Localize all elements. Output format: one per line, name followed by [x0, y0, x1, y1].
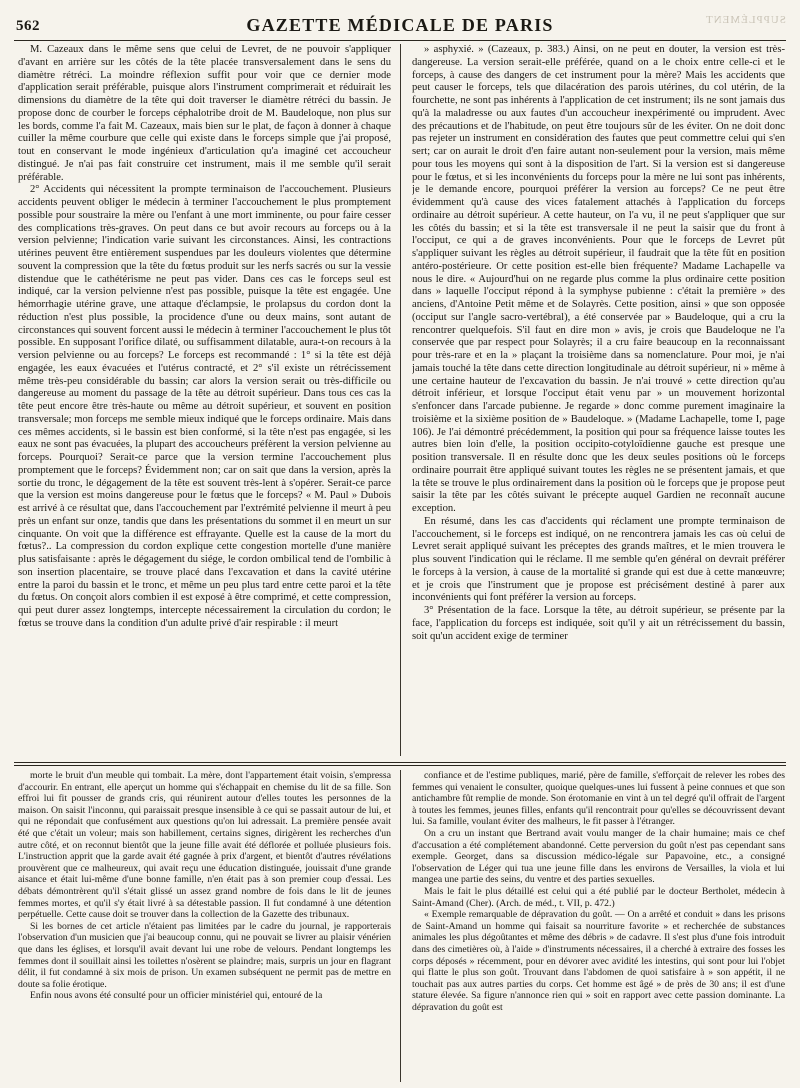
- feuilleton-section: [14, 770, 786, 1082]
- feuilleton-column-right: [412, 770, 785, 1082]
- feuilleton-column-left: [18, 770, 391, 1082]
- feuilleton-paragraph: Si les bornes de cet article n'étaient pas limitées par le cadre du journal, je rapporterais l'observation d'un musicien que j'ai beaucoup connu, qui ne pouvait se livrer au plaisir vénérien que dans les églises, et lorsqu'il avait devant lui une robe de velours. Pendant longtemps les femmes dont il souillait ainsi les toilettes n'osèrent se plaindre; mais, surpris un jour en flagrant délit, il fut condamné à six mois de prison. Un examen subséquent ne permit pas de mettre en doute sa folie érotique.: [18, 920, 391, 990]
- article-paragraph: 2° Accidents qui nécessitent la prompte terminaison de l'accouchement. Plusieurs accidents peuvent obliger le médecin à terminer l'accouchement le plus promptement possible pour soustraire la mère ou l'enfant à une mort imminente, ou pour faire cesser des complications très-graves. On peut dans ce but avoir recours au forceps ou à la version pelvienne; l'indication varie suivant les circonstances. Ainsi, les contractions utérines peuvent être entièrement suspendues par les douleurs violentes que détermine souvent la compression que la tête du fœtus produit sur les nerfs sacrés ou sur la vessie distendue que le cathétérisme ne peut pas vider. Dans ces cas le forceps seul est indiqué, car la version pelvienne n'est pas possible, puisque la tête est engagée. Une hémorrhagie utérine grave, une attaque d'éclampsie, le prolapsus du cordon dont la réduction n'est plus possible, la procidence d'une ou deux mains, sont autant de circonstances qui souvent forcent aussi le médecin à terminer l'accouchement le plus tôt possible. En supposant l'orifice dilaté, ou suffisamment dilatable, aura-t-on recours à la version pelvienne ou au forceps? Le forceps est recommandé : 1° si la tête est déjà engagée, les eaux évacuées et l'utérus contracté, et 2° s'il existe un rétrécissement même très-peu considérable du bassin; car alors la version serait ou très-difficile ou dangereuse au moment du passage de la tête au détroit supérieur. Dans tous ces cas la tête peut encore être très-haute ou même au détroit supérieur, et souvent en position transversale; mon forceps me semble mieux indiqué que le forceps ordinaire. Mais dans ces mêmes accidents, si le bassin est bien conformé, si la tête n'est pas engagée, si les eaux ne sont pas évacuées, la plupart des accoucheurs préfèrent la version pelvienne au forceps. Pourquoi? Serait-ce parce que la version termine l'accouchement plus promptement que le forceps? Évidemment non; car on sait que dans la version, après la sortie du tronc, le dégagement de la tête est souvent très-lent à s'opérer. Serait-ce parce que la version est moins dangereuse pour le fœtus que le forceps? « M. Paul » Dubois est arrivé à ce résultat que, dans l'accouchement par l'extrémité pelvienne il meurt à peu près un enfant sur onze, tandis que dans les présentations du sommet il en meurt un sur cinquante. On voit que la différence est effrayante. Quelle est la cause de la mort du fœtus?.. La compression du cordon explique cette congestion mortelle d'une manière plus satisfaisante : après le dégagement du siége, le cordon ombilical tend de l'ombilic à son insertion placentaire, se trouve placé dans l'excavation et dans la cavité utérine entre la paroi du bassin et le tronc, et même un peu plus tard entre cette paroi et la tête du fœtus. On conçoit alors combien il est exposé à être comprimé, et cette compression, qui peut durer assez longtemps, intercepte nécessairement la circulation du cordon; le fœtus se trouve dans la condition d'un adulte privé d'air respirable : il meurt: [18, 184, 391, 629]
- journal-title: GAZETTE MÉDICALE DE PARIS: [246, 15, 554, 35]
- article-paragraph: » asphyxié. » (Cazeaux, p. 383.) Ainsi, on ne peut en douter, la version est très-dangereuse. La version serait-elle préférée, quand on a le choix entre celle-ci et le forceps, à cause des dangers de cet instrument pour la mère? Mais les accidents que peut causer le forceps, tels que dilacération des parois utérines, du col utérin, de la fourchette, ne sont pas inhérents à l'application de cet instrument; ils ne sont jamais dus qu'à la maladresse ou aux fautes d'un accoucheur inexpérimenté ou imprudent. Avec des précautions et de l'habitude, on peut être toujours sûr de les éviter. On ne doit donc pas rejeter un instrument en considération des fautes que peut commettre celui qui s'en sert; car on aurait le droit d'en faire autant non-seulement pour la version, mais même pour tous les moyens qui sont à la disposition de l'art. Si la version est si dangereuse pour le fœtus, et si les inconvénients du forceps pour la mère ne lui sont pas inhérents, je le demande encore, pourquoi préférer la version au forceps? Ce ne peut être évidemment qu'à cause des vices fatalement attachés à l'application du forceps ordinaire au détroit supérieur. A cette hauteur, on l'a vu, il ne peut s'appliquer que sur les côtés du bassin; et si la tête est transversale il ne peut la saisir que du front à l'occiput, ce qui a de graves inconvénients. Pour que le forceps de Levret pût s'appliquer suivant les règles au détroit supérieur, il faudrait que la tête fût en position antéro-postérieure. Or cette position est-elle bien fréquente? Madame Lachapelle va nous le dire. « Aujourd'hui on ne regarde plus comme la plus ordinaire cette position dans » laquelle l'occiput répond à la symphyse pubienne : c'était la première » des anciens, d'Antoine Petit même et de Solayrès. Cette position, ainsi » que son opposée (occiput sur l'angle sacro-vertébral), a été conservée par » Baudeloque, qui a cru la rencontrer quelquefois. S'il faut en dire mon » avis, je crois que Baudeloque ne l'a conservée que par respect pour Solayrès; il a cru faire beaucoup en la reconnaissant pour très-rare et en la » plaçant la troisième dans sa nomenclature. Pour moi, je n'ai jamais touché la tête dans cette direction longitudinale au détroit supérieur, ni » même à une certaine hauteur de l'excavation du bassin. Je n'ai trouvé » cette direction qu'au détroit inférieur, et lorsque l'occiput était venu par » un mouvement horizontal s'enfoncer dans l'arcade pubienne. Je regarde » donc comme purement imaginaire la troisième et la sixième position de » Baudeloque. » (Madame Lachapelle, tome I, page 106). Je l'ai démontré précédemment, la position qui pour sa fréquence laisse toutes les autres bien loin d'elle, la position occipito-cotyloïdienne gauche est presque une position transversale. Il en résulte donc que les deux seules positions où le forceps ordinaire pourrait être appliqué suivant toutes les règles ne se présentent jamais, et que la tête se trouve le plus ordinairement dans la position où le forceps que je propose peut saisir la tête par les côtés suivant le précepte auquel Gardien ne reconnaît aucune exception.: [412, 44, 785, 514]
- feuilleton-rule: [14, 762, 786, 766]
- bleed-through-text: SUPPLÉMENT: [705, 14, 786, 26]
- newspaper-page: [14, 12, 786, 1082]
- feuilleton-paragraph: « Exemple remarquable de dépravation du goût. — On a arrêté et conduit » dans les prisons de Saint-Amand un homme qui faisait sa nourriture favorite » et recherchée de substances animales les plus dégoûtantes et même des débris » de cadavre. Il s'est plus d'une fois introduit dans des cimetières où, à l'aide » d'instruments nécessaires, il a cherché à extraire des fosses les corps déposés » récemment, pour en dévorer avec avidité les intestins, qui sont pour lui l'objet qui flatte le plus son goût. Trouvant dans l'abdomen de quoi satisfaire à » son appétit, il ne touchait pas aux autres parties du corps. Cet homme est âgé » de près de 30 ans; il est d'une stature élevée. Sa figure n'annonce rien qui » soit en rapport avec cette passion dominante. La dépravation du goût est: [412, 909, 785, 1013]
- feuilleton-paragraph: Mais le fait le plus détaillé est celui qui a été publié par le docteur Bertholet, médecin à Saint-Amand (Cher). (Arch. de méd., t. VII, p. 472.): [412, 885, 785, 909]
- feuilleton-paragraph: Enfin nous avons été consulté pour un officier ministériel qui, entouré de la: [30, 990, 323, 1002]
- feuilleton-paragraph: morte le bruit d'un meuble qui tombait. La mère, dont l'appartement était voisin, s'empressa d'accourir. En entrant, elle aperçut un homme qui s'échappait en chemise du lit de sa fille. Son effroi lui fit pousser de grands cris, qui réunirent autour d'elles toutes les personnes de la maison. On saisit l'inconnu, qui paraissait presque insensible à ce qui se passait autour de lui, et qui ne répondait que confusément aux questions qu'on lui adressait. La première pensée avait été que c'était un voleur; mais son habillement, certains signes, dirigèrent les recherches d'un autre côté, et on reconnut bientôt que la jeune fille avait été déflorée et polluée plusieurs fois. L'instruction apprit que la garde avait été gagnée à prix d'argent, et bientôt d'autres révélations prouvèrent que ce malheureux, qui avait reçu une éducation distinguée, jouissait d'une grande aisance et était lui-même d'une bonne famille, n'en était pas à son premier coup d'essai. Les débats démontrèrent qu'il s'était glissé un assez grand nombre de fois dans le lit de jeunes femmes mortes, et qu'il s'y était livré à sa détestable passion. Il fut condamné à une détention perpétuelle. Cette cause doit se trouver dans la collection de la Gazette des tribunaux.: [18, 770, 391, 921]
- article-paragraph: M. Cazeaux dans le même sens que celui de Levret, de ne pouvoir s'appliquer d'avant en arrière sur les côtés de la tête placée transversalement dans le sens du diamètre rétréci. La moindre réflexion suffit pour voir que ce dernier mode d'application serait préférable, puisque alors l'instrument comprimerait et réduirait les dimensions du diamètre de la tête qui doit traverser le diamètre rétréci du bassin. Je propose donc de courber le forceps céphalotribe droit de M. Baudeloque, non plus sur les bords, comme l'a fait M. Cazeaux, mais bien sur le plat, de façon à donner à chaque cuiller la même courbure que celle qui existe dans le forceps simple que j'ai proposé, tout en conservant le mode ingénieux d'articulation qu'a imaginé cet accoucheur distingué. Je n'ai pas fait construire cet instrument, mais il me semble qu'il serait préférable.: [18, 44, 391, 183]
- column-divider: [400, 44, 401, 756]
- article-column-left: [18, 44, 391, 756]
- article-paragraph: En résumé, dans les cas d'accidents qui réclament une prompte terminaison de l'accouchement, si le forceps est indiqué, on ne rencontrera jamais les cas où celui de Levret serait appliqué suivant les préceptes des grands maîtres, et le mien trouvera le plus souvent l'indication qui le réclame. Il me semble qu'en général on devrait préférer le forceps à la version, à cause de la mortalité si grande qui est due à cette manœuvre; et je crois que l'instrument que je propose est précisément destiné à parer aux inconvénients qui font préférer la version au forceps.: [412, 515, 785, 604]
- page-number: 562: [16, 18, 40, 34]
- article-paragraph: 3° Présentation de la face. Lorsque la tête, au détroit supérieur, se présente par la face, l'application du forceps est indiquée, soit qu'il y ait un rétrécissement du bassin, soit qu'un accident exige de terminer: [412, 605, 785, 642]
- main-article: [14, 44, 786, 756]
- feuilleton-paragraph: confiance et de l'estime publiques, marié, père de famille, s'efforçait de relever les robes des femmes qui venaient le consulter, quoique quelques-unes lui fussent à peine connues et que son antichambre fût remplie de monde. Son érotomanie en vint à un tel degré qu'il offrait de l'argent à toutes les femmes, jeunes filles, enfants qu'il rencontrait pour qu'elles se découvrissent devant lui. Sa famille, voulant éviter des malheurs, le fit passer à l'étranger.: [412, 770, 785, 828]
- feuilleton-paragraph: On a cru un instant que Bertrand avait voulu manger de la chair humaine; mais ce chef d'accusation a été complétement abandonné. Cette perversion du goût n'est pas cependant sans exemple. Georget, dans sa discussion médico-légale sur Papavoine, etc., a consigné l'observation de Léger qui tua une jeune fille dans les environs de Versailles, la viola et lui mangea une partie des seins, du ventre et des parties sexuelles.: [412, 827, 785, 886]
- page-header: [14, 12, 786, 41]
- column-divider: [400, 770, 401, 1082]
- article-column-right: [412, 44, 785, 756]
